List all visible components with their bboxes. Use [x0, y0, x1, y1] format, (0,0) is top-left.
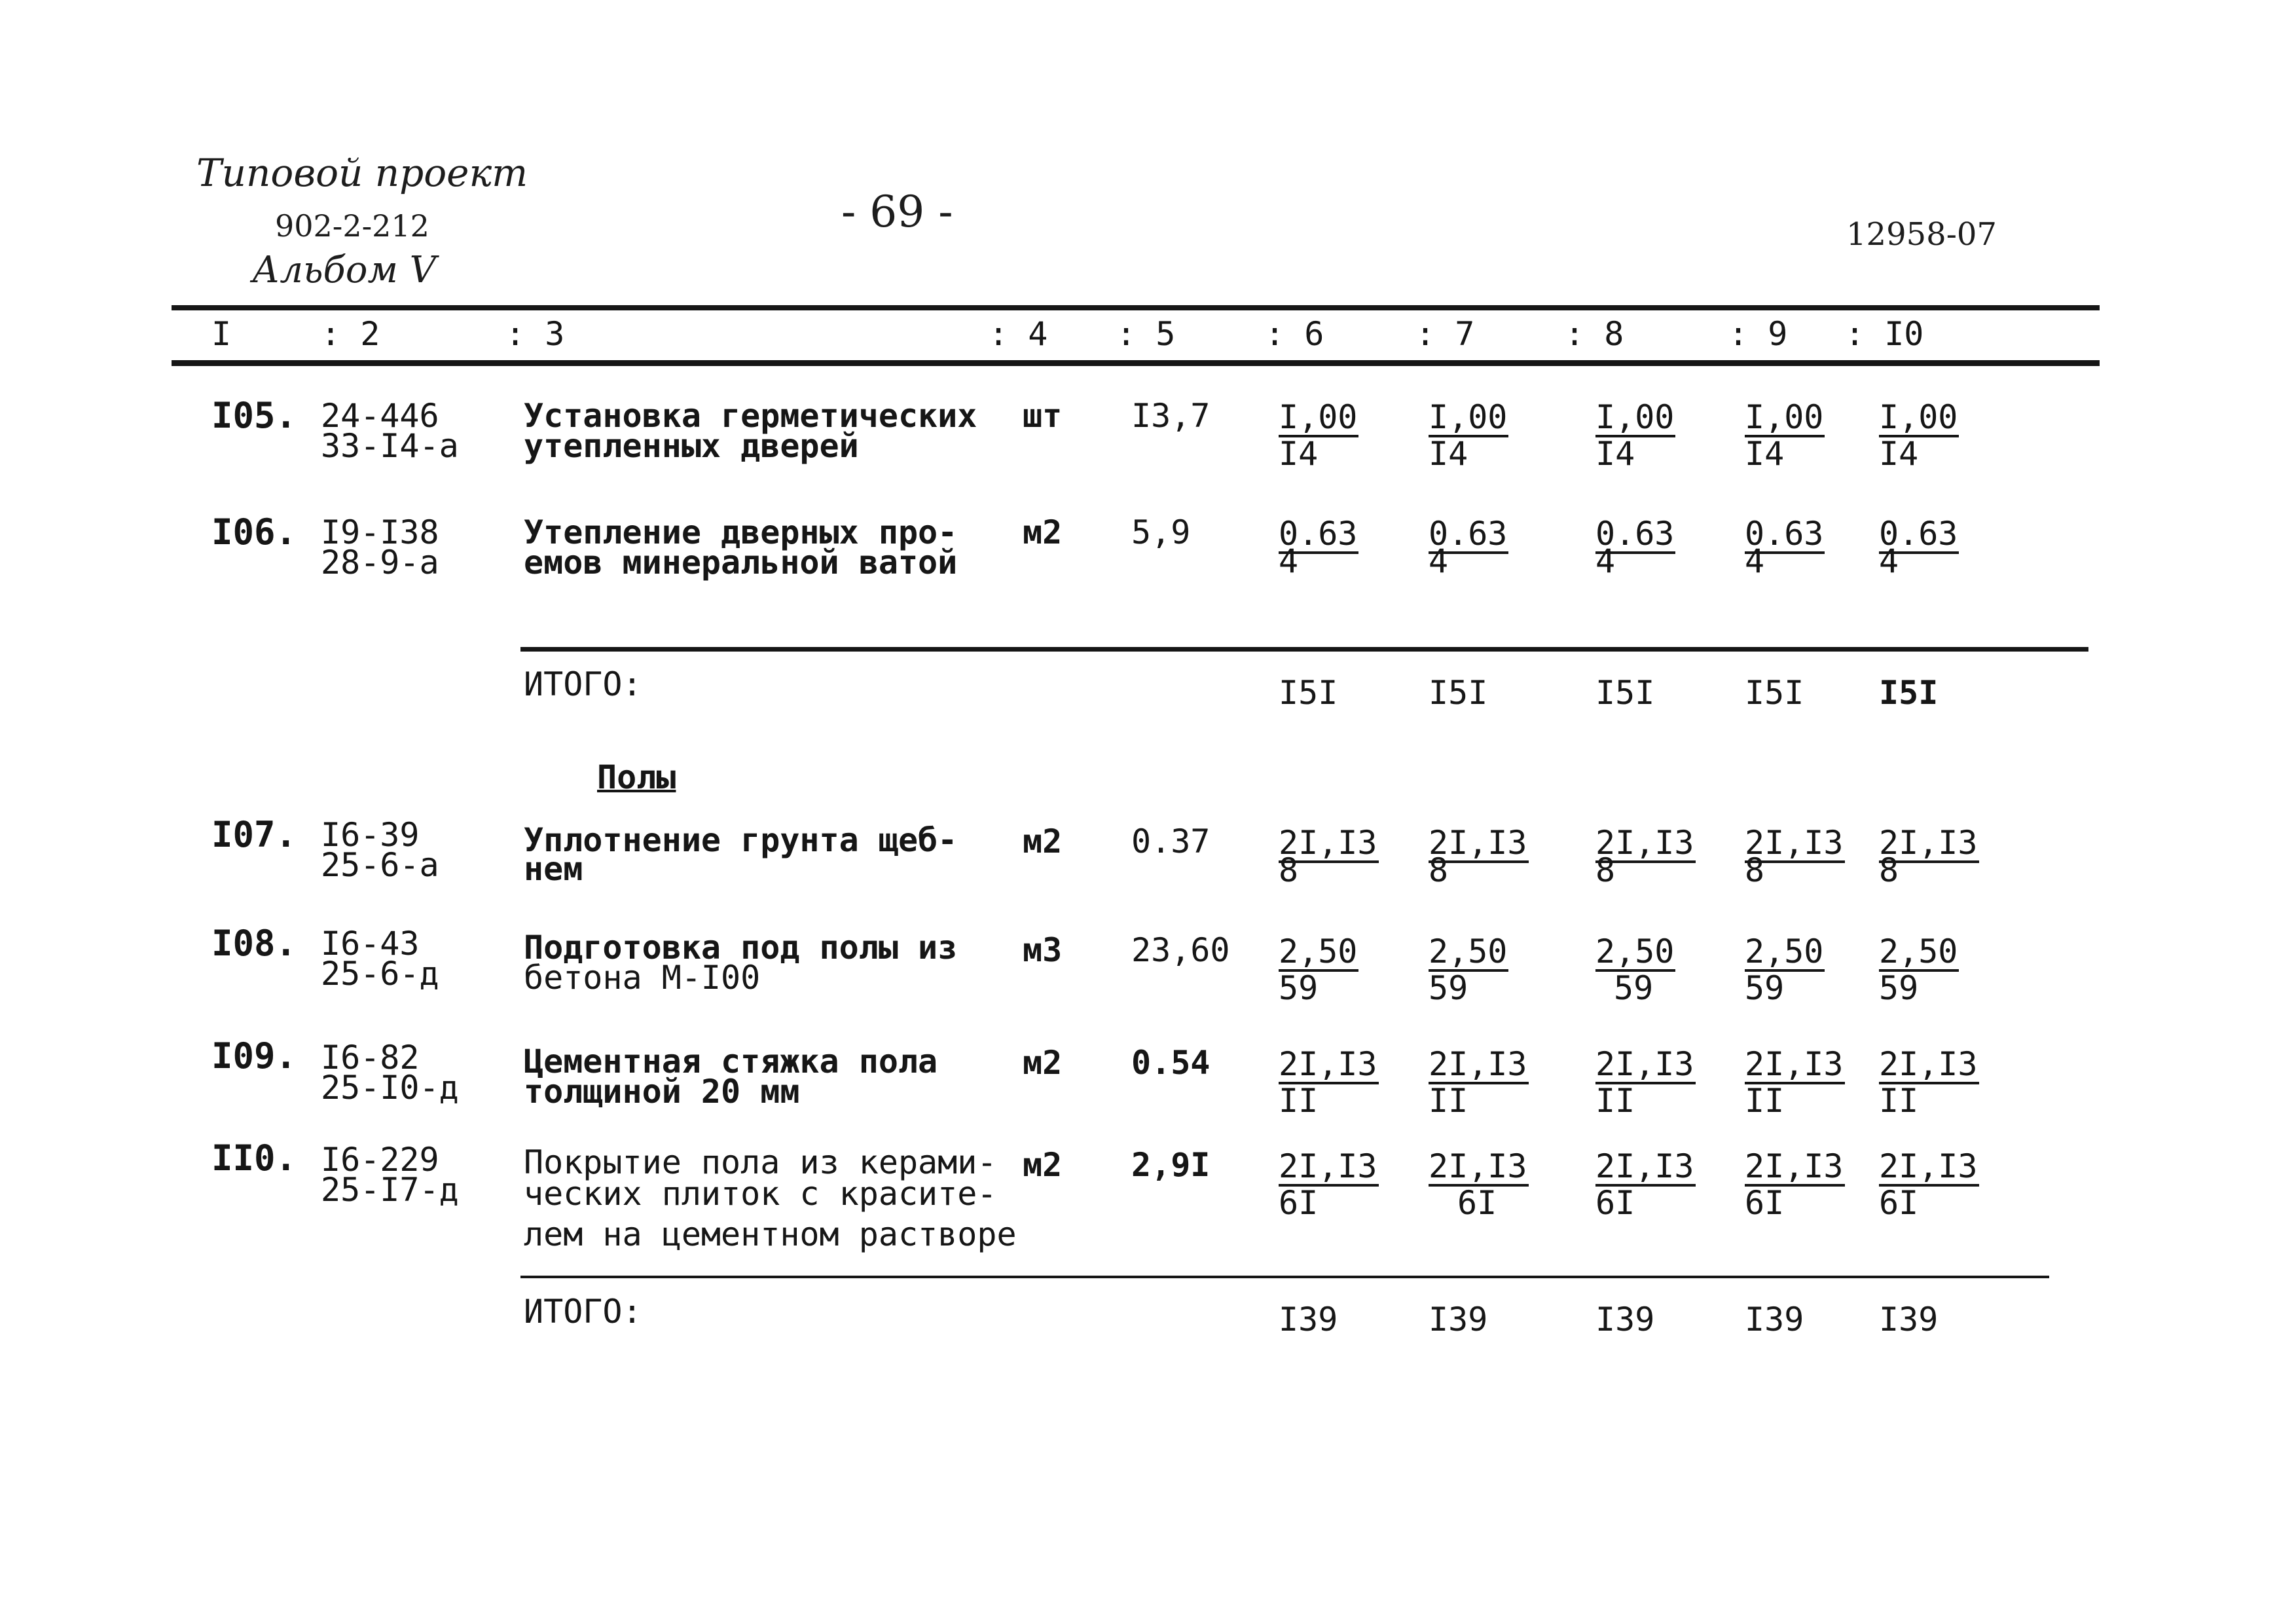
value-bottom: 8	[1595, 851, 1616, 889]
value-bottom: 4	[1879, 542, 1899, 580]
value-bottom: I4	[1279, 435, 1319, 473]
value-top: 2I,I3	[1595, 1045, 1694, 1083]
value-top: 2I,I3	[1879, 1045, 1978, 1083]
value-bottom: 4	[1745, 542, 1765, 580]
value-bottom: 59	[1279, 969, 1319, 1007]
value-top: 2,50	[1595, 932, 1675, 970]
row-number: I09.	[211, 1035, 297, 1077]
row-code-1: I6-43	[321, 925, 420, 963]
value-col-9	[1745, 1147, 1845, 1222]
row-number: I06.	[211, 511, 297, 553]
value-bottom: 4	[1279, 542, 1299, 580]
value-bottom: II	[1745, 1082, 1785, 1120]
row-code-1: I6-82	[321, 1039, 420, 1077]
row-description-line-2: емов минеральной ватой	[524, 544, 958, 581]
value-col-9	[1745, 517, 1825, 578]
value-top: I,00	[1429, 398, 1508, 436]
value-bottom: 6I	[1595, 1184, 1635, 1222]
row-description-line-1: Подготовка под полы из	[524, 929, 958, 967]
row-number: I08.	[211, 923, 297, 964]
handwritten-project-number: 902-2-212	[275, 208, 429, 244]
value-top: 2I,I3	[1279, 824, 1377, 862]
value-bottom: 59	[1745, 969, 1785, 1007]
row-description-line-2: бетона М-I00	[524, 959, 761, 997]
value-top: 0.63	[1879, 515, 1958, 553]
column-header-6: : 6	[1265, 315, 1324, 353]
value-top: 0.63	[1745, 515, 1824, 553]
row-unit: м3	[1023, 931, 1063, 969]
row-code-1: I6-39	[321, 816, 420, 854]
value-col-8	[1595, 517, 1675, 578]
value-col-8	[1595, 932, 1675, 1007]
row-code-2: 33-I4-а	[321, 427, 459, 465]
value-bottom: I4	[1429, 435, 1468, 473]
value-col-7	[1429, 398, 1508, 473]
row-description-line-1: Установка герметических	[524, 397, 977, 435]
row-unit: м2	[1023, 1044, 1063, 1082]
value-top: 2I,I3	[1279, 1147, 1377, 1185]
value-col-10	[1879, 398, 1959, 473]
value-bottom: II	[1879, 1082, 1919, 1120]
value-top: 2,50	[1879, 932, 1958, 970]
value-top: I,00	[1279, 398, 1358, 436]
value-bottom: I4	[1745, 435, 1785, 473]
total-value-col-8: I39	[1595, 1301, 1655, 1338]
value-bottom: 59	[1429, 969, 1468, 1007]
value-col-10	[1879, 517, 1959, 578]
total-value-col-6: I5I	[1279, 674, 1338, 712]
value-bottom: 8	[1879, 851, 1899, 889]
document-code: 12958-07	[1846, 216, 1997, 253]
value-bottom: II	[1429, 1082, 1468, 1120]
total-value-col-9: I5I	[1745, 674, 1804, 712]
value-bottom: 8	[1745, 851, 1765, 889]
row-rate: 5,9	[1131, 513, 1191, 551]
column-header-5: : 5	[1116, 315, 1176, 353]
column-header-3: : 3	[505, 315, 565, 353]
value-col-8	[1595, 1045, 1696, 1120]
value-top: 2I,I3	[1429, 824, 1527, 862]
value-bottom: 8	[1279, 851, 1299, 889]
value-col-8	[1595, 826, 1696, 887]
value-col-9	[1745, 932, 1825, 1007]
row-rate: 2,9I	[1131, 1146, 1211, 1184]
row-description-line-1: Утепление дверных про-	[524, 513, 958, 551]
value-top: I,00	[1745, 398, 1824, 436]
row-rate: 0.54	[1131, 1044, 1211, 1082]
row-description-line-1: Покрытие пола из керами-	[524, 1143, 997, 1181]
total-value-col-7: I39	[1429, 1301, 1488, 1338]
value-top: 2I,I3	[1879, 1147, 1978, 1185]
header-bottom-rule	[172, 360, 2100, 366]
value-col-10	[1879, 826, 1979, 887]
column-header-8: : 8	[1565, 315, 1624, 353]
total-label: ИТОГО:	[524, 1293, 642, 1331]
value-top: 2,50	[1745, 932, 1824, 970]
total-value-col-6: I39	[1279, 1301, 1338, 1338]
value-bottom: 6I	[1457, 1184, 1497, 1222]
row-unit: шт	[1023, 397, 1063, 435]
value-top: 2I,I3	[1429, 1045, 1527, 1083]
value-top: 2I,I3	[1279, 1045, 1377, 1083]
value-bottom: I4	[1595, 435, 1635, 473]
value-top: 2I,I3	[1595, 824, 1694, 862]
value-top: 2I,I3	[1429, 1147, 1527, 1185]
subtotal-rule	[520, 1276, 2049, 1278]
row-number: II0.	[211, 1137, 297, 1179]
page-number: - 69 -	[841, 187, 953, 237]
subtotal-rule	[520, 647, 2088, 652]
value-col-6	[1279, 1147, 1379, 1222]
row-description-line-1: Цементная стяжка пола	[524, 1043, 938, 1080]
row-code-1: 24-446	[321, 397, 439, 435]
value-bottom: II	[1595, 1082, 1635, 1120]
value-col-9	[1745, 398, 1825, 473]
row-description-line-2: толщиной 20 мм	[524, 1073, 800, 1111]
value-bottom: 6I	[1279, 1184, 1319, 1222]
row-description-line-2: нем	[524, 850, 583, 888]
row-description-line-2: ческих плиток с красите-	[524, 1175, 997, 1213]
row-rate: 23,60	[1131, 931, 1230, 969]
handwritten-project-label: Типовой проект	[196, 151, 528, 195]
value-col-9	[1745, 1045, 1845, 1120]
value-bottom: 4	[1595, 542, 1616, 580]
value-col-8	[1595, 398, 1675, 473]
value-bottom: 8	[1429, 851, 1449, 889]
value-top: 2I,I3	[1745, 824, 1844, 862]
value-top: I,00	[1879, 398, 1958, 436]
total-value-col-7: I5I	[1429, 674, 1488, 712]
value-top: 2I,I3	[1879, 824, 1978, 862]
row-number: I05.	[211, 395, 297, 436]
value-bottom: 4	[1429, 542, 1449, 580]
row-number: I07.	[211, 814, 297, 855]
value-bottom: 59	[1614, 969, 1654, 1007]
value-top: 2I,I3	[1745, 1045, 1844, 1083]
value-top: 2,50	[1429, 932, 1508, 970]
row-description-line-2: утепленных дверей	[524, 427, 859, 465]
row-description-line-3: лем на цементном растворе	[524, 1215, 1017, 1253]
value-col-9	[1745, 826, 1845, 887]
value-top: 2I,I3	[1595, 1147, 1694, 1185]
value-top: 0.63	[1279, 515, 1358, 553]
column-header-7: : 7	[1415, 315, 1475, 353]
value-top: 0.63	[1429, 515, 1508, 553]
row-rate: 0.37	[1131, 822, 1211, 860]
section-title: Полы	[597, 758, 676, 796]
total-value-col-8: I5I	[1595, 674, 1655, 712]
total-value-col-10: I5I	[1879, 674, 1939, 712]
value-top: I,00	[1595, 398, 1675, 436]
handwritten-album-label: Альбом V	[252, 249, 437, 291]
value-col-7	[1429, 826, 1529, 887]
value-col-7	[1429, 1045, 1529, 1120]
value-bottom: I4	[1879, 435, 1919, 473]
value-col-10	[1879, 932, 1959, 1007]
total-value-col-9: I39	[1745, 1301, 1804, 1338]
value-top: 2I,I3	[1745, 1147, 1844, 1185]
value-col-6	[1279, 826, 1379, 887]
row-code-2: 25-I7-д	[321, 1171, 459, 1209]
row-code-1: I9-I38	[321, 513, 439, 551]
value-bottom: 59	[1879, 969, 1919, 1007]
value-col-10	[1879, 1045, 1979, 1120]
value-bottom: 6I	[1745, 1184, 1785, 1222]
value-bottom: 6I	[1879, 1184, 1919, 1222]
column-header-4: : 4	[989, 315, 1048, 353]
value-top: 2,50	[1279, 932, 1358, 970]
header-top-rule	[172, 305, 2100, 310]
value-col-7	[1429, 517, 1508, 578]
value-col-7	[1429, 932, 1508, 1007]
row-rate: I3,7	[1131, 397, 1211, 435]
row-unit: м2	[1023, 822, 1063, 860]
value-bottom: II	[1279, 1082, 1319, 1120]
row-code-2: 28-9-а	[321, 544, 439, 581]
row-code-2: 25-6-а	[321, 846, 439, 884]
value-top: 0.63	[1595, 515, 1675, 553]
row-unit: м2	[1023, 1146, 1063, 1184]
value-col-8	[1595, 1147, 1696, 1222]
column-header-10: : I0	[1845, 315, 1924, 353]
value-col-10	[1879, 1147, 1979, 1222]
total-label: ИТОГО:	[524, 665, 642, 703]
value-col-6	[1279, 1045, 1379, 1120]
column-header-1: I	[211, 315, 232, 353]
row-code-2: 25-I0-д	[321, 1069, 459, 1107]
total-value-col-10: I39	[1879, 1301, 1939, 1338]
value-col-6	[1279, 398, 1358, 473]
row-code-2: 25-6-д	[321, 955, 439, 993]
row-description-line-1: Уплотнение грунта щеб-	[524, 821, 958, 859]
column-header-9: : 9	[1728, 315, 1788, 353]
value-col-6	[1279, 517, 1358, 578]
value-col-6	[1279, 932, 1358, 1007]
value-col-7	[1429, 1147, 1529, 1222]
row-code-1: I6-229	[321, 1141, 439, 1179]
row-unit: м2	[1023, 513, 1063, 551]
column-header-2: : 2	[321, 315, 380, 353]
